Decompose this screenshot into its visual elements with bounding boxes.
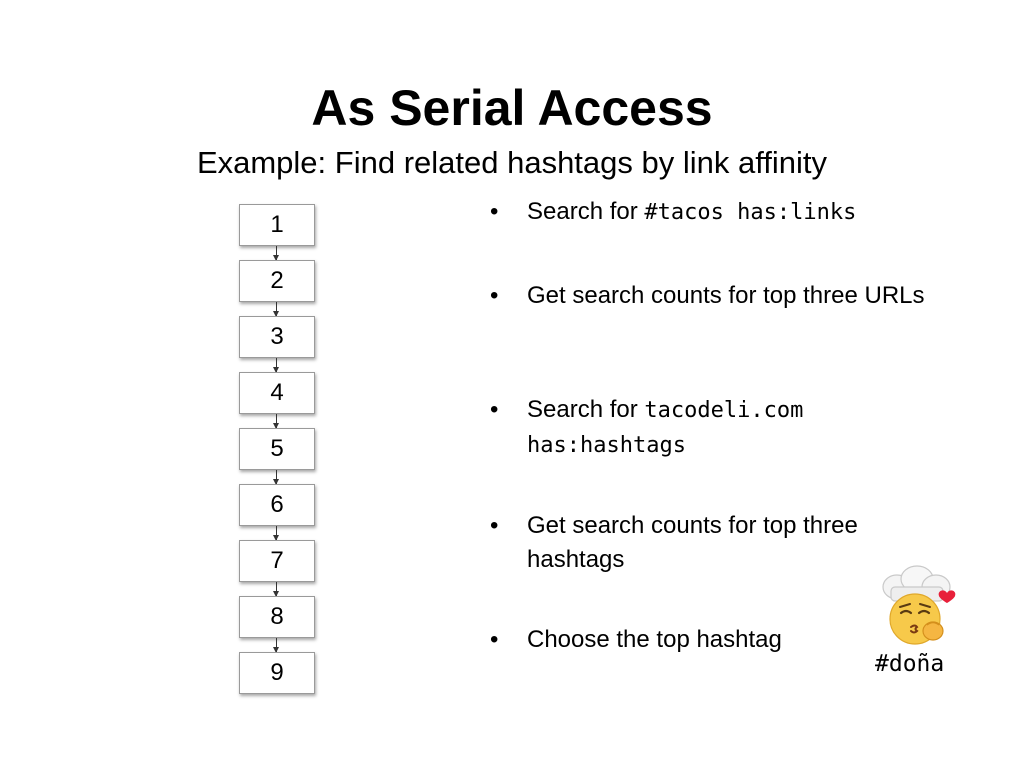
slide-subtitle: Example: Find related hashtags by link affinity [196,145,828,180]
arrow-down-icon [276,526,277,540]
arrow-down-icon [276,358,277,372]
arrow-down-icon [276,414,277,428]
arrow-down-icon [276,470,277,484]
step-box-6: 6 [239,484,315,526]
step-box-8: 8 [239,596,315,638]
step-box-3: 3 [239,316,315,358]
bullet-prefix: Search for [527,396,645,423]
arrow-down-icon [276,638,277,652]
step-box-2: 2 [239,260,315,302]
arrow-down-icon [276,246,277,260]
bullet-prefix: Search for [527,198,645,225]
bullet-text [527,195,957,230]
bullet-text [527,393,872,463]
bullet-text: Get search counts for top three hashtags [527,512,858,573]
bullet-text: Choose the top hashtag [527,626,782,653]
bullet-marker: • [490,282,499,309]
arrow-down-icon [276,582,277,596]
step-box-7: 7 [239,540,315,582]
bullet-marker: • [490,626,499,653]
step-box-4: 4 [239,372,315,414]
bullet-marker: • [490,512,499,539]
bullet-marker: • [490,198,499,225]
bullet-marker: • [490,396,499,423]
step-chain [239,204,315,694]
arrow-down-icon [276,302,277,316]
chef-kiss-emoji-icon [875,565,959,649]
step-box-9: 9 [239,652,315,694]
bullet-code: tacodeli.com has:hashtags [527,398,804,458]
step-box-5: 5 [239,428,315,470]
slide-title: As Serial Access [311,80,713,136]
step-box-1: 1 [239,204,315,246]
bullet-text: Get search counts for top three URLs [527,282,925,309]
hashtag-label: #doña [875,651,945,677]
bullet-code: #tacos has:links [644,200,857,225]
